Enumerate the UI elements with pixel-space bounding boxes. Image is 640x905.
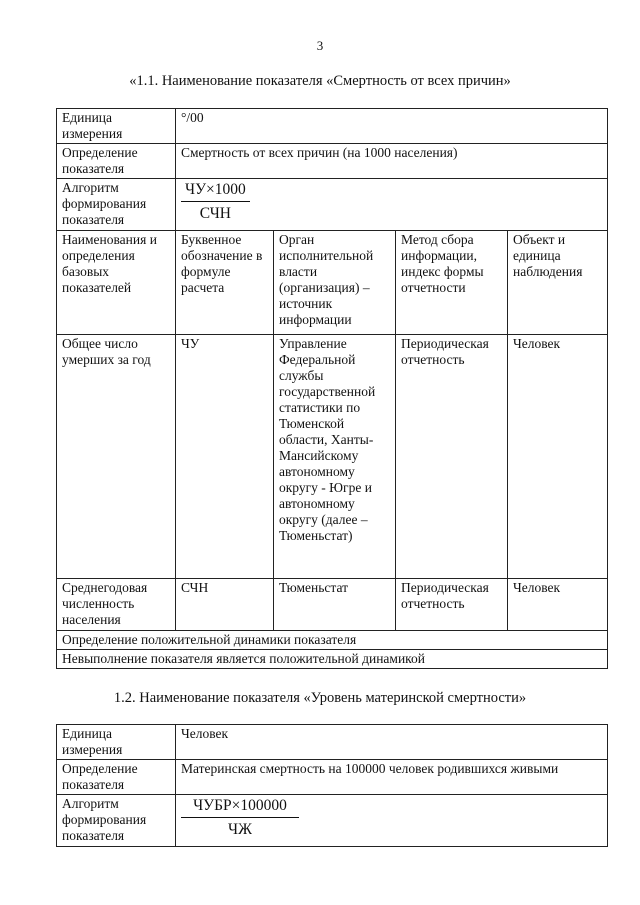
column-header: Метод сбора информации, индекс формы отчетности — [396, 231, 508, 335]
positive-dynamics-label-row — [57, 631, 608, 650]
unit-row — [57, 725, 608, 760]
table-cell: ЧУ — [176, 335, 274, 579]
formula-fraction — [181, 797, 299, 839]
algorithm-label: Алгоритм формирования показателя — [57, 795, 176, 847]
algorithm-formula — [176, 179, 608, 231]
table-cell: Среднегодовая численность населения — [57, 579, 176, 631]
algorithm-label: Алгоритм формирования показателя — [57, 179, 176, 231]
algorithm-row — [57, 795, 608, 847]
unit-label: Единица измерения — [57, 725, 176, 760]
table-cell: СЧН — [176, 579, 274, 631]
column-header: Наименования и определения базовых показателей — [57, 231, 176, 335]
table-row — [57, 579, 608, 631]
table-cell: Человек — [508, 579, 608, 631]
definition-value: Смертность от всех причин (на 1000 населения) — [176, 144, 608, 179]
table-cell: Человек — [508, 335, 608, 579]
table-cell: Управление Федеральной службы государственной статистики по Тюменской области, Ханты-Мансийскому автономному округу - Югре и автономному округу (далее – Тюменьстат) — [274, 335, 396, 579]
indicator-table-maternal-mortality — [56, 724, 608, 847]
unit-label: Единица измерения — [57, 109, 176, 144]
unit-row — [57, 109, 608, 144]
definition-row — [57, 144, 608, 179]
positive-dynamics-value: Невыполнение показателя является положительной динамикой — [57, 650, 608, 669]
page-number: 3 — [316, 38, 324, 53]
table-cell: Периодическая отчетность — [396, 579, 508, 631]
definition-row — [57, 760, 608, 795]
formula-numerator: ЧУБР×100000 — [181, 797, 299, 818]
column-header: Объект и единица наблюдения — [508, 231, 608, 335]
positive-dynamics-label: Определение положительной динамики показателя — [57, 631, 608, 650]
formula-denominator: ЧЖ — [228, 821, 252, 838]
section-1-heading: «1.1. Наименование показателя «Смертность от всех причин» — [129, 73, 511, 89]
formula-numerator: ЧУ×1000 — [181, 181, 250, 202]
section-2-heading: 1.2. Наименование показателя «Уровень материнской смертности» — [113, 690, 527, 706]
positive-dynamics-value-row — [57, 650, 608, 669]
formula-denominator: СЧН — [199, 205, 232, 222]
column-header: Орган исполнительной власти (организация) – источник информации — [274, 231, 396, 335]
algorithm-formula — [176, 795, 608, 847]
column-header: Буквенное обозначение в формуле расчета — [176, 231, 274, 335]
formula-fraction — [181, 181, 250, 223]
table-cell: Общее число умерших за год — [57, 335, 176, 579]
definition-value: Материнская смертность на 100000 человек родившихся живыми — [176, 760, 608, 795]
algorithm-row — [57, 179, 608, 231]
table-cell: Периодическая отчетность — [396, 335, 508, 579]
definition-label: Определение показателя — [57, 760, 176, 795]
table-row — [57, 335, 608, 579]
column-header-row — [57, 231, 608, 335]
unit-value: °/00 — [176, 109, 608, 144]
definition-label: Определение показателя — [57, 144, 176, 179]
indicator-table-mortality — [56, 108, 608, 669]
unit-value: Человек — [176, 725, 608, 760]
table-cell: Тюменьстат — [274, 579, 396, 631]
